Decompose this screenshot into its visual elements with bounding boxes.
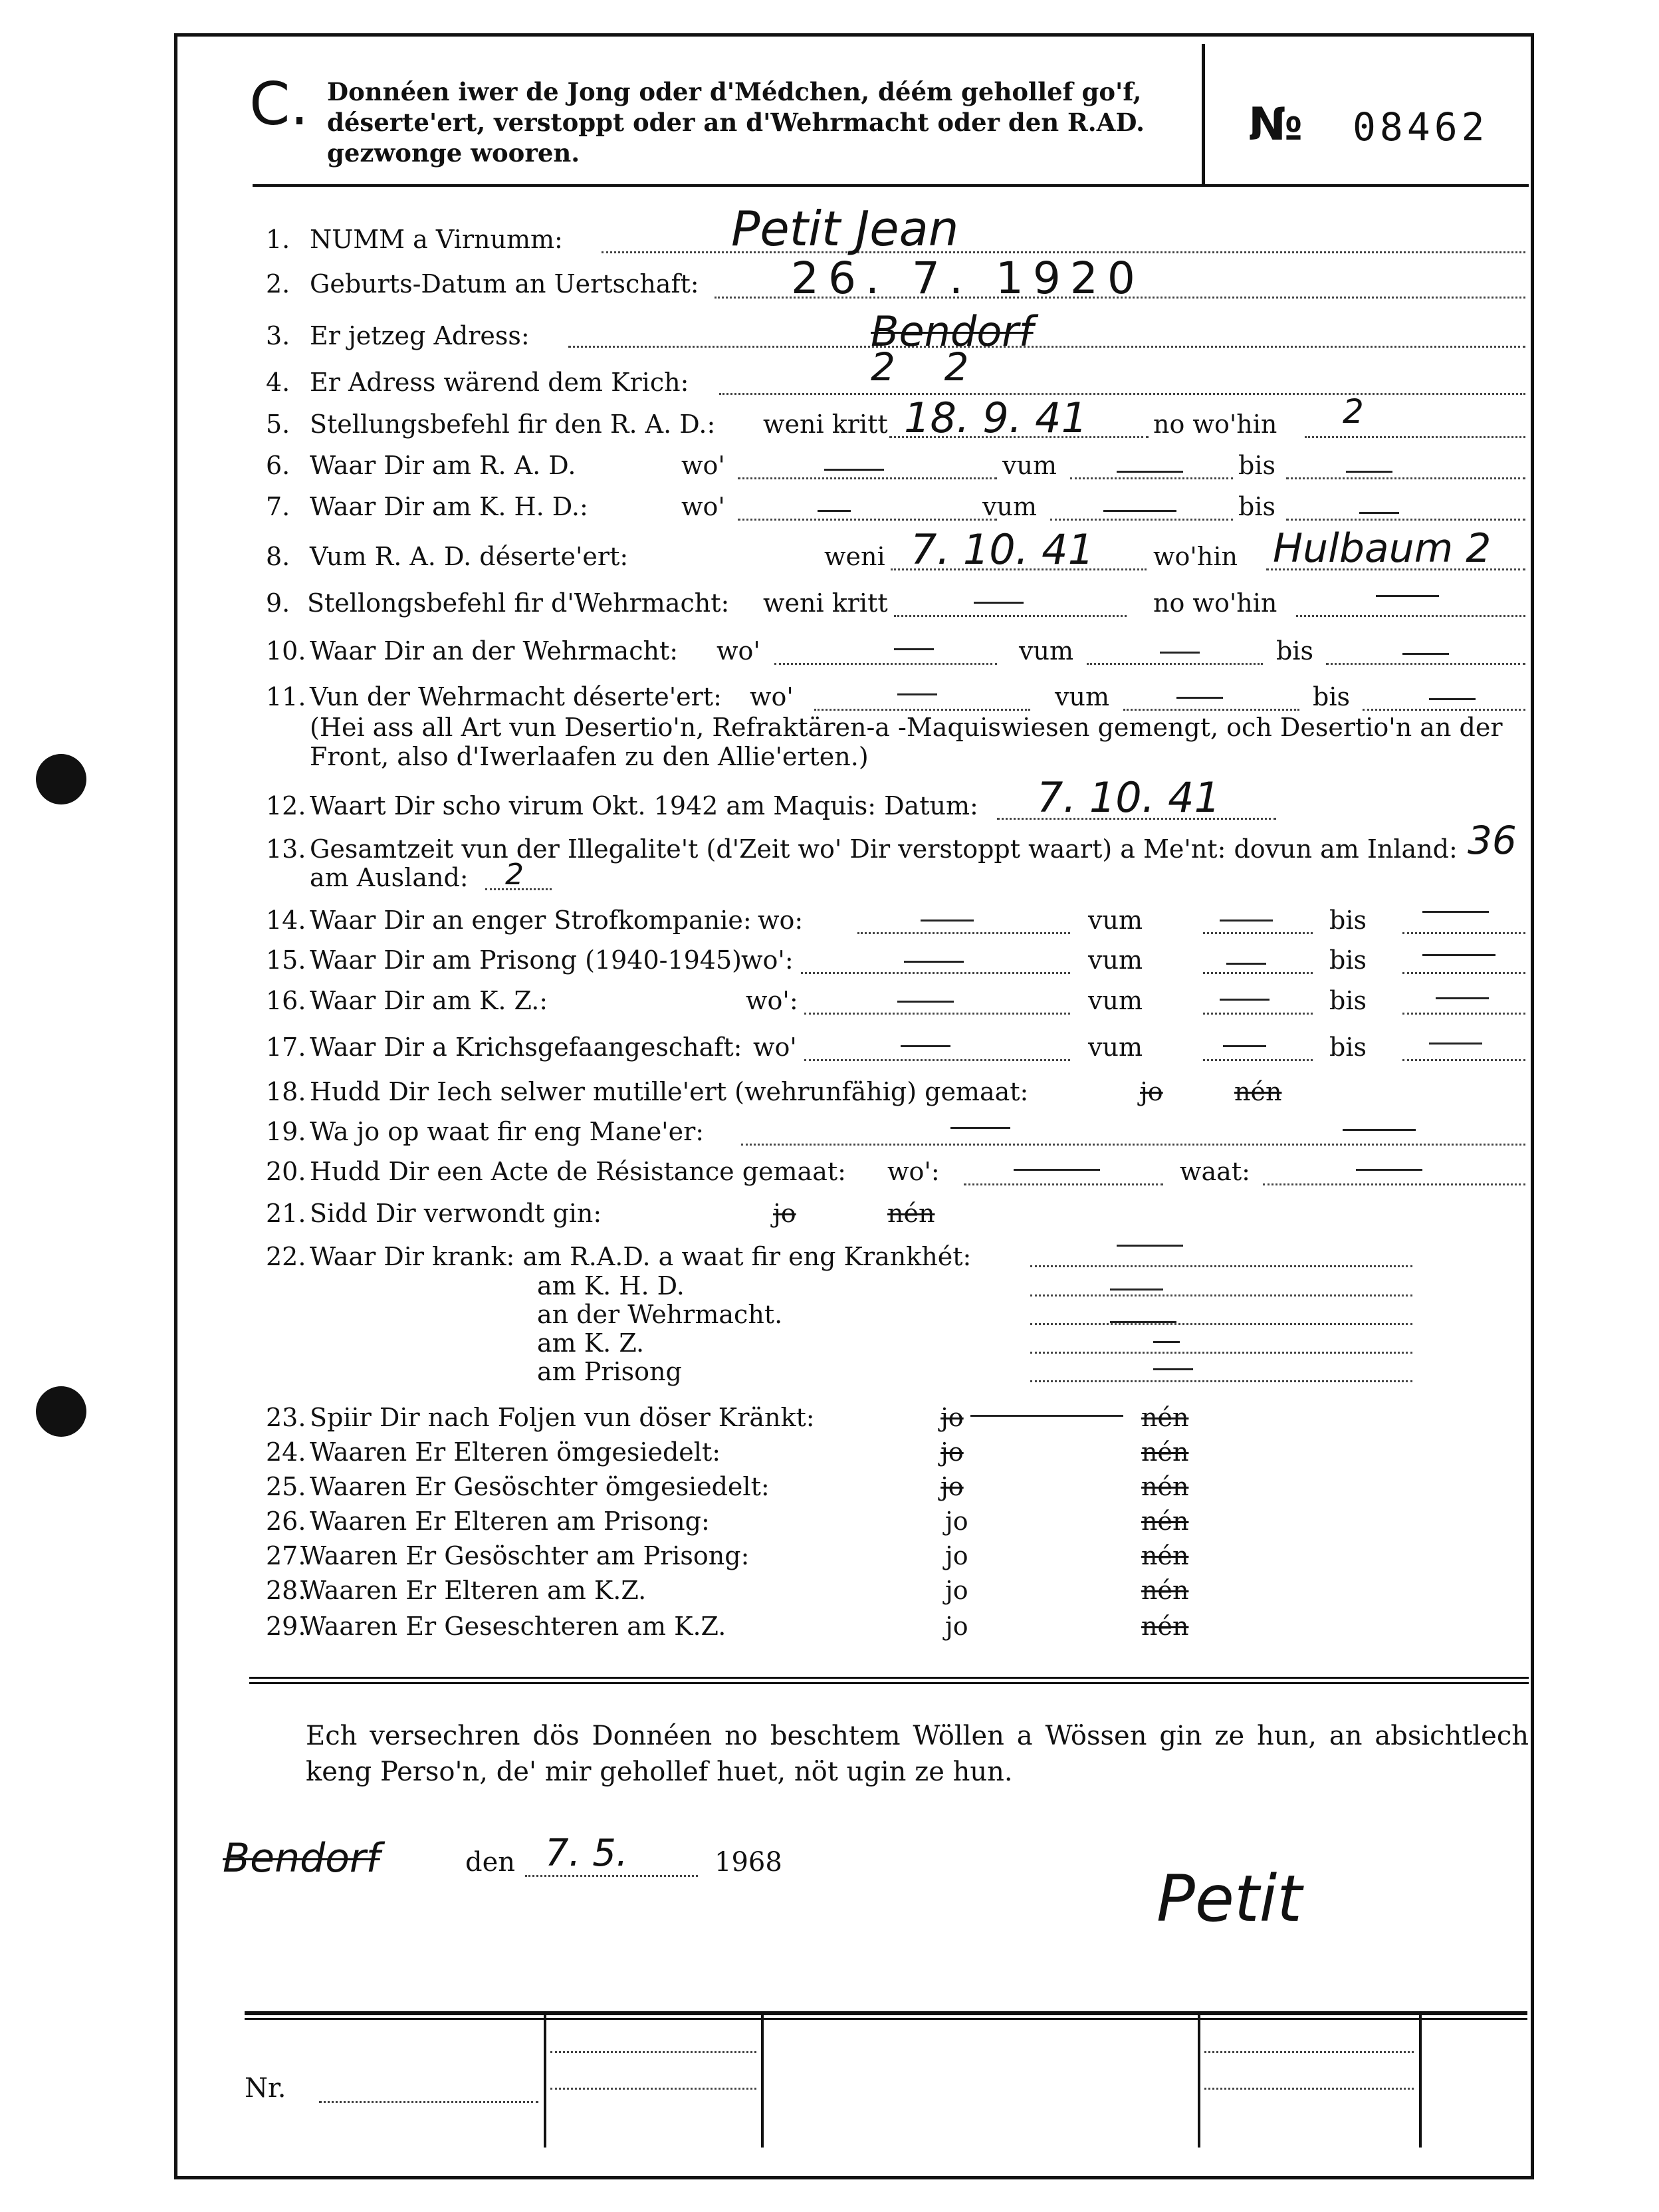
field-16-line-c	[1402, 1013, 1525, 1015]
field-29-no[interactable]: nén	[1141, 1612, 1189, 1641]
abroad-months[interactable]: 2	[505, 858, 524, 892]
field-5-when-label: weni kritt	[763, 410, 888, 439]
field-5-where-label: no wo'hin	[1153, 410, 1277, 439]
field-15-where: wo':	[741, 945, 794, 975]
field-23-label: Spiir Dir nach Foljen vun döser Kränkt:	[310, 1403, 815, 1432]
field-10-line-a	[774, 663, 997, 665]
birth-date-value[interactable]: 26. 7. 1920	[791, 253, 1145, 304]
signature: Petit	[1157, 1862, 1302, 1936]
field-11-line-c	[1363, 709, 1525, 711]
field-25-yes[interactable]: jo	[940, 1472, 964, 1501]
field-9-where: no wo'hin	[1153, 588, 1277, 618]
dash-mark	[1110, 1289, 1163, 1290]
field-18-yes[interactable]: jo	[1140, 1077, 1163, 1106]
field-29-num: 29.	[266, 1612, 306, 1641]
field-11-note-1: (Hei ass all Art vun Desertio'n, Refraktären-a -Maquiswiesen gemengt, och Desertio'n an der	[310, 713, 1503, 742]
field-11-where: wo'	[750, 682, 794, 711]
dash-mark	[1402, 653, 1449, 655]
field-21-label: Sidd Dir verwondt gin:	[310, 1199, 602, 1228]
field-14-where: wo:	[758, 906, 804, 935]
field-11-note-2: Front, also d'Iwerlaafen zu den Allie'erten.)	[310, 742, 869, 771]
field-29-label: Waaren Er Geseschteren am K.Z.	[300, 1612, 726, 1641]
table-top-rule	[245, 2018, 1527, 2020]
field-15-num: 15.	[266, 945, 306, 975]
field-24-num: 24.	[266, 1437, 306, 1467]
field-16-line-b	[1203, 1013, 1313, 1015]
dash-mark	[1160, 652, 1200, 654]
name-value[interactable]: Petit Jean	[731, 201, 959, 257]
field-7-num: 7.	[266, 492, 290, 521]
field-11-label: Vun der Wehrmacht déserte'ert:	[310, 682, 722, 711]
field-8-num: 8.	[266, 542, 290, 571]
dash-mark	[1429, 698, 1476, 700]
field-6-line-c	[1286, 477, 1525, 479]
field-22-line	[1030, 1265, 1412, 1267]
table-col-divider	[1198, 2015, 1200, 2148]
field-9-line-b	[1296, 615, 1525, 617]
maquis-date[interactable]: 7. 10. 41	[1037, 773, 1221, 822]
field-16-from: vum	[1088, 986, 1143, 1015]
field-23-no[interactable]: nén	[1141, 1403, 1189, 1432]
dash-mark	[1429, 1043, 1482, 1045]
dash-mark	[901, 1045, 950, 1047]
field-14-line-c	[1402, 932, 1525, 934]
signature-year: 1968	[715, 1847, 782, 1878]
field-14-to: bis	[1329, 906, 1367, 935]
field-20-label: Hudd Dir een Acte de Résistance gemaat:	[310, 1157, 846, 1186]
field-19-line	[741, 1144, 1525, 1146]
field-17-num: 17.	[266, 1033, 306, 1062]
field-15-label: Waar Dir am Prisong (1940-1945)	[310, 945, 742, 975]
field-17-from: vum	[1088, 1033, 1143, 1062]
dash-mark	[1343, 1129, 1416, 1131]
nr-label: Nr.	[245, 2073, 286, 2104]
field-8-label: Vum R. A. D. déserte'ert:	[310, 542, 629, 571]
dash-mark	[970, 1415, 1123, 1417]
field-6-where: wo'	[681, 451, 725, 480]
form-title: Donnéen iwer de Jong oder d'Médchen, déém gehollef go'f, déserte'ert, verstoppt oder an d'Wehrmacht oder den R.AD. gezwonge wooren.	[327, 77, 1145, 168]
dash-mark	[1376, 595, 1439, 597]
dash-mark	[1346, 471, 1392, 473]
dash-mark	[818, 510, 851, 512]
field-17-where: wo'	[753, 1033, 797, 1062]
dash-mark	[1153, 1341, 1180, 1343]
table-line	[550, 2088, 756, 2090]
field-19-label: Wa jo op waat fir eng Mane'er:	[310, 1117, 705, 1146]
field-17-line-c	[1402, 1059, 1525, 1061]
field-22-sub-2-line	[1030, 1323, 1412, 1325]
rad-order-place[interactable]: 2	[1343, 392, 1364, 431]
field-7-line-a	[738, 519, 997, 521]
field-9-when: weni kritt	[763, 588, 888, 618]
field-29-yes[interactable]: jo	[945, 1612, 968, 1641]
war-address-value[interactable]: 2 2	[871, 344, 969, 390]
field-10-from: vum	[1019, 636, 1073, 666]
field-15-line-a	[801, 972, 1070, 974]
dash-mark	[897, 1001, 954, 1003]
field-5-line-b	[1305, 436, 1525, 438]
field-16-num: 16.	[266, 986, 306, 1015]
field-6-from: vum	[1002, 451, 1057, 480]
dash-mark	[1226, 963, 1266, 965]
declaration-text: Ech versechren dös Donnéen no beschtem Wöllen a Wössen gin ze hun, an absichtlech keng Perso'n, de' mir gehollef huet, nöt ugin ze hun.	[306, 1721, 1529, 1787]
field-26-yes[interactable]: jo	[945, 1507, 968, 1536]
dash-mark	[1356, 1169, 1422, 1171]
field-14-num: 14.	[266, 906, 306, 935]
punch-hole	[36, 1386, 86, 1437]
form-number: 08462	[1353, 104, 1489, 150]
field-6-line-b	[1070, 477, 1233, 479]
table-line	[550, 2051, 756, 2053]
rad-order-date[interactable]: 18. 9. 41	[904, 394, 1088, 442]
field-13-num: 13.	[266, 834, 306, 864]
field-2-label: Geburts-Datum an Uertschaft:	[310, 269, 699, 299]
desertion-date[interactable]: 7. 10. 41	[911, 525, 1095, 574]
header-rule	[253, 184, 1529, 187]
field-10-to: bis	[1276, 636, 1313, 666]
field-10-label: Waar Dir an der Wehrmacht:	[310, 636, 679, 666]
field-9-label: Stellongsbefehl fir d'Wehrmacht:	[307, 588, 730, 618]
field-23-yes[interactable]: jo	[940, 1403, 964, 1432]
dash-mark	[824, 469, 884, 471]
dash-mark	[1117, 471, 1183, 473]
field-2-num: 2.	[266, 269, 290, 299]
field-6-label: Waar Dir am R. A. D.	[310, 451, 576, 480]
number-sign: №	[1248, 98, 1303, 151]
field-12-label: Waart Dir scho virum Okt. 1942 am Maquis: Datum:	[310, 791, 978, 820]
dash-mark	[1223, 1045, 1266, 1047]
field-22-sub-3: am K. Z.	[537, 1328, 645, 1358]
field-7-where: wo'	[681, 492, 725, 521]
field-20-what: waat:	[1180, 1157, 1250, 1186]
table-col-divider	[761, 2015, 764, 2148]
field-16-where: wo':	[746, 986, 798, 1015]
field-4-label: Er Adress wärend dem Krich:	[310, 368, 689, 397]
field-22-sub-4-line	[1030, 1380, 1412, 1382]
field-3-num: 3.	[266, 321, 290, 350]
dash-mark	[1153, 1368, 1193, 1370]
field-17-label: Waar Dir a Krichsgefaangeschaft:	[310, 1033, 742, 1062]
field-20-where: wo':	[887, 1157, 940, 1186]
field-9-num: 9.	[266, 588, 290, 618]
field-28-label: Waaren Er Elteren am K.Z.	[300, 1576, 647, 1605]
field-27-label: Waaren Er Gesöschter am Prisong:	[300, 1541, 750, 1570]
punch-hole	[36, 754, 86, 804]
table-top-rule	[245, 2011, 1527, 2015]
field-1-num: 1.	[266, 225, 290, 254]
field-10-where: wo'	[717, 636, 760, 666]
dash-mark	[894, 648, 934, 650]
table-col-divider	[544, 2015, 546, 2148]
dash-mark	[950, 1127, 1010, 1129]
dash-mark	[1422, 911, 1489, 913]
field-14-from: vum	[1088, 906, 1143, 935]
field-23-num: 23.	[266, 1403, 306, 1432]
field-22-label: Waar Dir krank: am R.A.D. a waat fir eng Krankhét:	[310, 1242, 972, 1271]
field-28-no[interactable]: nén	[1141, 1576, 1189, 1605]
field-27-no[interactable]: nén	[1141, 1541, 1189, 1570]
field-15-line-b	[1203, 972, 1313, 974]
dash-mark	[1103, 510, 1176, 512]
field-10-line-b	[1087, 663, 1263, 665]
field-25-num: 25.	[266, 1472, 306, 1501]
field-26-num: 26.	[266, 1507, 306, 1536]
dash-mark	[1110, 1321, 1176, 1323]
field-18-num: 18.	[266, 1077, 306, 1106]
field-6-to: bis	[1238, 451, 1275, 480]
inland-months[interactable]: 36	[1468, 818, 1517, 863]
field-15-line-c	[1402, 972, 1525, 974]
table-line	[1204, 2088, 1414, 2090]
dash-mark	[1359, 512, 1399, 514]
field-11-line-a	[814, 709, 1030, 711]
field-20-num: 20.	[266, 1157, 306, 1186]
field-16-label: Waar Dir am K. Z.:	[310, 986, 548, 1015]
field-28-yes[interactable]: jo	[945, 1576, 968, 1605]
dash-mark	[921, 920, 974, 922]
header-divider	[1202, 44, 1205, 185]
field-4-line	[719, 393, 1525, 395]
field-11-to: bis	[1313, 682, 1350, 711]
field-17-line-b	[1203, 1059, 1313, 1061]
field-26-no[interactable]: nén	[1141, 1507, 1189, 1536]
dash-mark	[1117, 1245, 1183, 1247]
dash-mark	[1014, 1169, 1100, 1171]
divider	[249, 1682, 1529, 1684]
field-5-num: 5.	[266, 410, 290, 439]
field-7-line-b	[1050, 519, 1233, 521]
current-address-value[interactable]: Bendorf	[871, 307, 1034, 356]
dash-mark	[1220, 920, 1273, 922]
desertion-place[interactable]: Hulbaum 2	[1273, 525, 1492, 572]
field-13-label: Gesamtzeit vun der Illegalite't (d'Zeit wo' Dir verstoppt waart) a Me'nt: dovun am Inland:	[310, 834, 1458, 864]
field-7-line-c	[1286, 519, 1525, 521]
field-22-sub-4: am Prisong	[537, 1357, 682, 1386]
field-20-line-a	[964, 1183, 1163, 1185]
field-22-num: 22.	[266, 1242, 306, 1271]
dash-mark	[1220, 999, 1270, 1001]
table-col-divider	[1419, 2015, 1422, 2148]
field-26-label: Waaren Er Elteren am Prisong:	[310, 1507, 710, 1536]
field-14-label: Waar Dir an enger Strofkompanie:	[310, 906, 752, 935]
date-den-label: den	[465, 1847, 516, 1878]
section-letter: C.	[249, 70, 309, 138]
field-28-num: 28.	[266, 1576, 306, 1605]
field-21-yes[interactable]: jo	[773, 1199, 796, 1228]
dash-mark	[1422, 954, 1495, 956]
field-14-line-a	[857, 932, 1070, 934]
field-24-no[interactable]: nén	[1141, 1437, 1189, 1467]
field-18-no[interactable]: nén	[1234, 1077, 1282, 1106]
field-6-num: 6.	[266, 451, 290, 480]
field-3-label: Er jetzeg Adress:	[310, 321, 530, 350]
dash-mark	[974, 602, 1024, 604]
field-25-no[interactable]: nén	[1141, 1472, 1189, 1501]
dash-mark	[1176, 697, 1223, 699]
divider	[249, 1677, 1529, 1679]
date-line	[525, 1875, 698, 1877]
field-5-label: Stellungsbefehl fir den R. A. D.:	[310, 410, 716, 439]
field-12-num: 12.	[266, 791, 306, 820]
field-17-to: bis	[1329, 1033, 1367, 1062]
table-line	[1204, 2051, 1414, 2053]
field-22-sub-3-line	[1030, 1352, 1412, 1354]
signature-place[interactable]: Bendorf	[223, 1835, 380, 1882]
field-16-to: bis	[1329, 986, 1367, 1015]
dash-mark	[897, 693, 937, 695]
field-7-from: vum	[982, 492, 1037, 521]
field-1-label: NUMM a Virnumm:	[310, 225, 563, 254]
field-15-to: bis	[1329, 945, 1367, 975]
field-11-line-b	[1123, 709, 1299, 711]
field-18-label: Hudd Dir Iech selwer mutille'ert (wehrunfähig) gemaat:	[310, 1077, 1029, 1106]
field-8-when-label: weni	[824, 542, 885, 571]
field-8-where-label: wo'hin	[1153, 542, 1238, 571]
field-21-num: 21.	[266, 1199, 306, 1228]
field-13-abroad-label: am Ausland:	[310, 863, 469, 892]
field-16-line-a	[804, 1013, 1070, 1015]
field-11-from: vum	[1055, 682, 1109, 711]
field-22-sub-1-line	[1030, 1294, 1412, 1296]
field-6-line-a	[738, 477, 997, 479]
field-7-to: bis	[1238, 492, 1275, 521]
field-10-num: 10.	[266, 636, 306, 666]
field-19-num: 19.	[266, 1117, 306, 1146]
field-22-sub-2: an der Wehrmacht.	[537, 1300, 783, 1329]
field-7-label: Waar Dir am K. H. D.:	[310, 492, 588, 521]
dash-mark	[1436, 997, 1489, 999]
field-21-no[interactable]: nén	[887, 1199, 935, 1228]
field-24-yes[interactable]: jo	[940, 1437, 964, 1467]
field-27-yes[interactable]: jo	[945, 1541, 968, 1570]
field-10-line-c	[1326, 663, 1525, 665]
signature-date[interactable]: 7. 5.	[545, 1832, 628, 1875]
field-3-line	[568, 346, 1525, 348]
field-9-line-a	[894, 615, 1127, 617]
field-24-label: Waaren Er Elteren ömgesiedelt:	[310, 1437, 721, 1467]
dash-mark	[904, 961, 964, 963]
field-11-num: 11.	[266, 682, 306, 711]
field-17-line-a	[804, 1059, 1070, 1061]
field-4-num: 4.	[266, 368, 290, 397]
field-14-line-b	[1203, 932, 1313, 934]
field-20-line-b	[1263, 1183, 1525, 1185]
field-15-from: vum	[1088, 945, 1143, 975]
nr-line	[319, 2101, 538, 2103]
field-25-label: Waaren Er Gesöschter ömgesiedelt:	[310, 1472, 770, 1501]
field-22-sub-1: am K. H. D.	[537, 1271, 685, 1300]
field-27-num: 27.	[266, 1541, 306, 1570]
